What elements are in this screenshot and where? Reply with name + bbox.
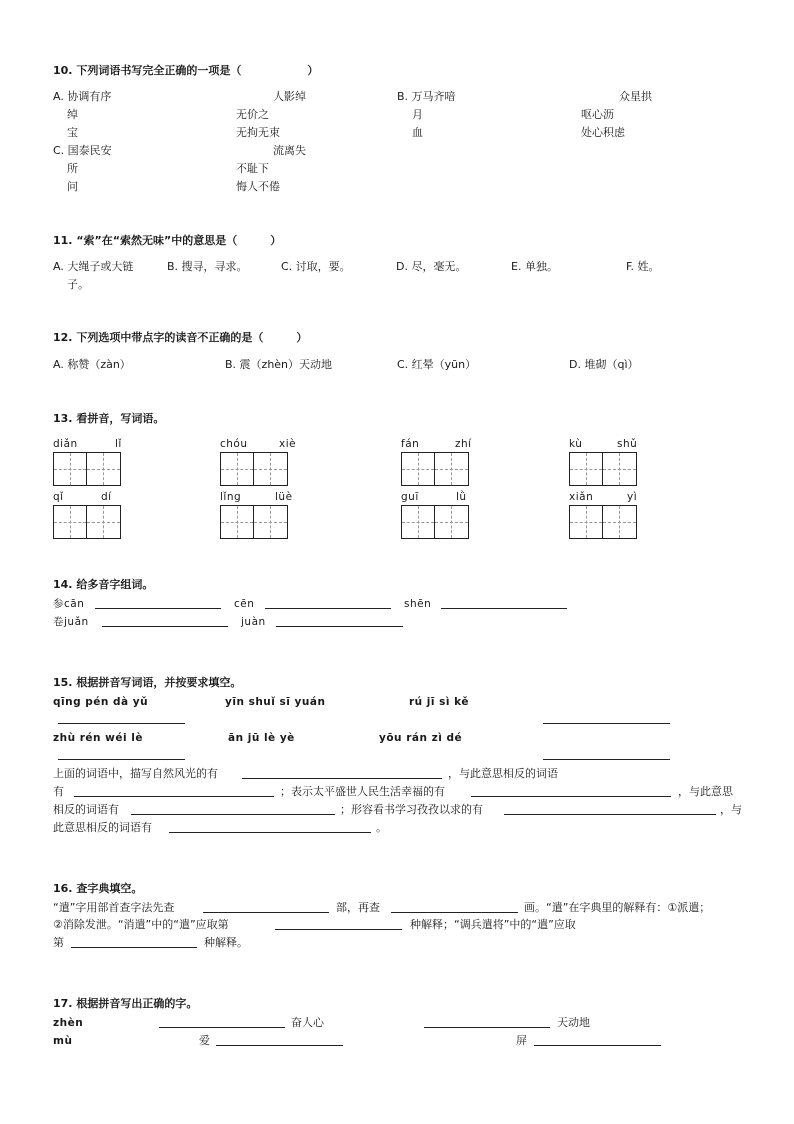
q10-b-line3b: 处心积虑: [581, 126, 625, 139]
q16-blank[interactable]: [71, 935, 197, 948]
q16-blank[interactable]: [203, 900, 329, 913]
q17-blank[interactable]: [534, 1033, 661, 1046]
writing-grid[interactable]: [53, 505, 121, 539]
writing-grid[interactable]: [53, 452, 121, 486]
q17-blank[interactable]: [159, 1015, 285, 1028]
q14-blank[interactable]: [95, 596, 221, 609]
q10-c-line2b: 不耻下: [236, 162, 269, 175]
q13-pinyin: yì: [627, 491, 638, 503]
q13-pinyin: chóu: [220, 438, 248, 450]
q10-a-line2b: 无价之: [236, 108, 269, 121]
q10-b-line2b: 呕心沥: [581, 108, 614, 121]
writing-grid[interactable]: [401, 452, 469, 486]
q13-pinyin: lǐng: [220, 491, 242, 503]
q11-title: 11. “索”在“索然无味”中的意思是（ ）: [53, 234, 282, 247]
q14-blank[interactable]: [265, 596, 391, 609]
q14-blank[interactable]: [441, 596, 567, 609]
q13-pinyin: qǐ: [53, 491, 64, 503]
q15-title: 15. 根据拼音写词语，并按要求填空。: [53, 676, 242, 689]
q10-title: 10. 下列词语书写完全正确的一项是（ ）: [53, 64, 319, 77]
q14-title: 14. 给多音字组词。: [53, 578, 154, 591]
q15-sentence-3: 相反的词语有: [53, 803, 119, 816]
q12-option-d: D. 堆砌（qì）: [569, 358, 639, 371]
q14-blank[interactable]: [276, 614, 403, 627]
q17-blank[interactable]: [424, 1015, 550, 1028]
q16-line3-a: 第: [53, 936, 64, 949]
q12-title: 12. 下列选项中带点字的读音不正确的是（ ）: [53, 331, 308, 344]
q13-pinyin: dí: [101, 491, 112, 503]
q13-pinyin: zhí: [455, 438, 472, 450]
q16-line1-c: 画。“遣”在字典里的解释有：①派遣；: [524, 901, 711, 914]
q15-sentence-2: 有: [53, 785, 64, 798]
q15-sentence-2b: ；表示太平盛世人民生活幸福的有: [280, 785, 445, 798]
q11-option-a: A. 大绳子或大链: [53, 260, 134, 273]
q15-fill-blank[interactable]: [504, 802, 716, 815]
q10-option-c-word2: 流离失: [273, 144, 306, 157]
q17-word-3: 爱: [199, 1034, 210, 1047]
q17-word-1: 奋人心: [291, 1016, 324, 1029]
q14-line2-label-a: 卷juǎn: [53, 616, 89, 628]
q15-pinyin: yīn shuǐ sī yuán: [225, 696, 326, 708]
q13-pinyin: diǎn: [53, 438, 78, 450]
q10-option-b-word2: 众星拱: [619, 90, 652, 103]
q16-line2-b: 种解释；“调兵遣将”中的“遣”应取: [410, 918, 576, 931]
q12-option-b: B. 震（zhèn）天动地: [225, 358, 333, 371]
q17-pinyin-zhen: zhèn: [53, 1017, 84, 1029]
q10-b-line3: 血: [412, 126, 423, 139]
q14-line1-label-b: cēn: [234, 598, 255, 610]
q13-pinyin: guī: [401, 491, 419, 503]
q15-word-blank[interactable]: [58, 711, 185, 724]
q17-blank[interactable]: [216, 1033, 343, 1046]
q13-title: 13. 看拼音，写词语。: [53, 412, 165, 425]
q16-blank[interactable]: [275, 917, 402, 930]
q10-a-line3: 宝: [67, 126, 78, 139]
q10-option-b: B. 万马齐喑: [397, 90, 456, 103]
q12-option-a: A. 称赞（zàn）: [53, 358, 131, 371]
q11-option-e: E. 单独。: [511, 260, 558, 273]
writing-grid[interactable]: [401, 505, 469, 539]
q13-pinyin: fán: [401, 438, 420, 450]
q17-pinyin-mu: mù: [53, 1035, 73, 1047]
q10-c-line2: 所: [67, 162, 78, 175]
q15-word-blank[interactable]: [543, 747, 670, 760]
q15-sentence-1b: ，与此意思相反的词语: [448, 767, 558, 780]
q15-word-blank[interactable]: [543, 711, 670, 724]
q11-option-c: C. 讨取，要。: [281, 260, 351, 273]
q15-sentence-2c: ，与此意思: [678, 785, 733, 798]
q15-pinyin: zhù rén wéi lè: [53, 732, 143, 744]
writing-grid[interactable]: [220, 452, 288, 486]
q15-pinyin: yōu rán zì dé: [379, 732, 463, 744]
q13-pinyin: xiè: [279, 438, 297, 450]
q10-option-c: C. 国泰民安: [53, 144, 112, 157]
q15-fill-blank[interactable]: [131, 802, 335, 815]
q15-fill-blank[interactable]: [74, 784, 274, 797]
q15-sentence-3b: ；形容看书学习孜孜以求的有: [340, 803, 483, 816]
q15-pinyin: ān jū lè yè: [228, 732, 295, 744]
q15-fill-blank[interactable]: [471, 784, 671, 797]
q17-title: 17. 根据拼音写出正确的字。: [53, 997, 198, 1010]
q16-line1-a: “遣”字用部首查字法先查: [53, 901, 175, 914]
q13-pinyin: xiǎn: [569, 491, 594, 503]
q10-c-line3: 问: [67, 180, 78, 193]
q15-word-blank[interactable]: [58, 747, 185, 760]
q13-pinyin: shǔ: [617, 438, 638, 450]
q14-line1-label-a: 参cān: [53, 598, 85, 610]
q10-a-line2: 绰: [67, 108, 78, 121]
q15-sentence-1: 上面的词语中，描写自然风光的有: [53, 767, 218, 780]
q17-word-4: 屏: [516, 1034, 527, 1047]
q10-c-line3b: 悔人不倦: [236, 180, 280, 193]
q16-title: 16. 查字典填空。: [53, 882, 143, 895]
q10-b-line2: 月: [412, 108, 423, 121]
q13-pinyin: lǜ: [456, 491, 467, 503]
q15-pinyin: rú jī sì kě: [409, 696, 469, 708]
q16-line2-a: ②消除发泄。“消遣”中的“遣”应取第: [53, 918, 229, 931]
q16-line1-b: 部，再查: [336, 901, 380, 914]
q16-line3-b: 种解释。: [204, 936, 248, 949]
q11-option-a-cont: 子。: [67, 278, 89, 291]
q13-pinyin: lǐ: [115, 438, 122, 450]
q17-word-2: 天动地: [557, 1016, 590, 1029]
q15-sentence-4b: 。: [376, 821, 387, 834]
q15-fill-blank[interactable]: [242, 766, 442, 779]
q10-a-line3b: 无拘无束: [236, 126, 280, 139]
writing-grid[interactable]: [569, 452, 637, 486]
q11-option-d: D. 尽，毫无。: [396, 260, 467, 273]
q16-blank[interactable]: [391, 900, 518, 913]
writing-grid[interactable]: [220, 505, 288, 539]
q11-option-b: B. 搜寻，寻求。: [167, 260, 248, 273]
q13-pinyin: kù: [569, 438, 583, 450]
q15-fill-blank[interactable]: [169, 820, 371, 833]
q14-line2-label-b: juàn: [241, 616, 266, 628]
q11-option-f: F. 姓。: [626, 260, 660, 273]
q15-sentence-3c: ，与: [720, 803, 742, 816]
q12-option-c: C. 红晕（yūn）: [397, 358, 477, 371]
q10-option-a: A. 协调有序: [53, 90, 112, 103]
writing-grid[interactable]: [569, 505, 637, 539]
q15-pinyin: qīng pén dà yǔ: [53, 696, 149, 708]
q14-blank[interactable]: [102, 614, 228, 627]
q13-pinyin: lüè: [275, 491, 293, 503]
q14-line1-label-c: shēn: [404, 598, 432, 610]
q15-sentence-4: 此意思相反的词语有: [53, 821, 152, 834]
q10-option-a-word2: 人影绰: [273, 90, 306, 103]
